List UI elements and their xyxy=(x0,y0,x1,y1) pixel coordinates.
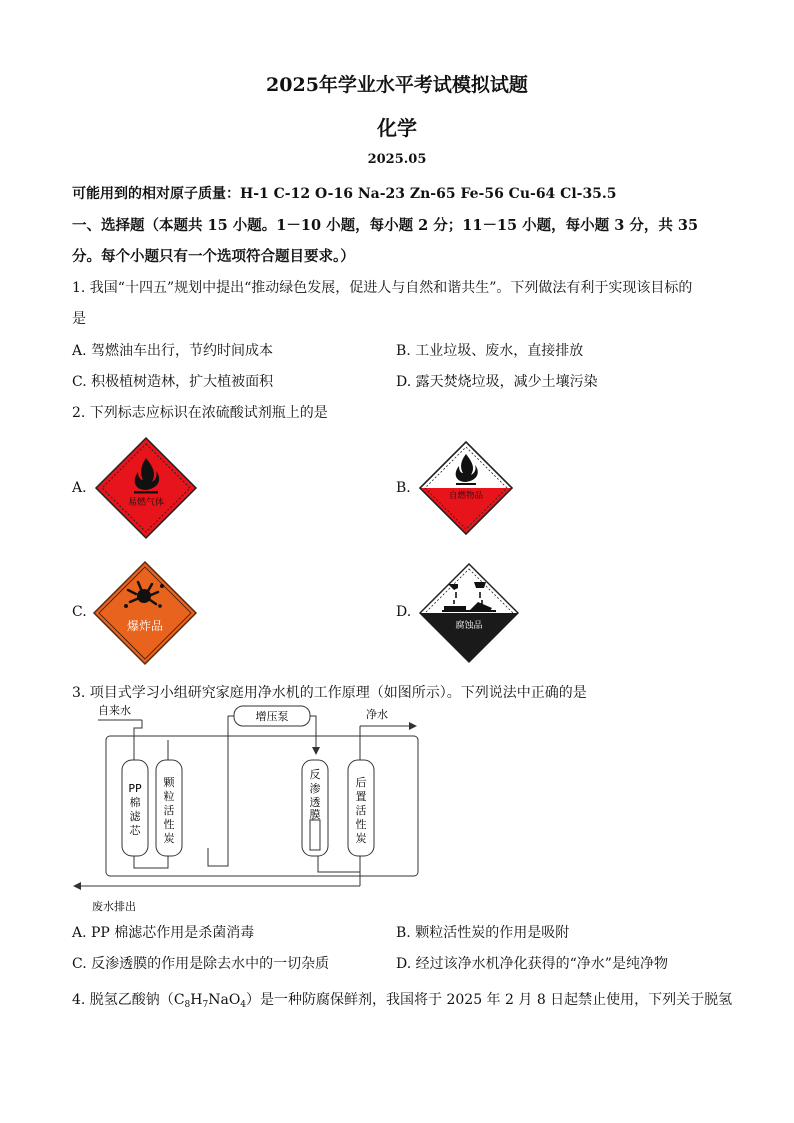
q1-stem-line2: 是 xyxy=(72,311,86,327)
pp-label-3: 滤 xyxy=(129,810,141,823)
sign-d-label: 腐蚀品 xyxy=(455,621,483,631)
q4-stem-post: ）是一种防腐保鲜剂，我国将于 2025 年 2 月 8 日起禁止使用，下列关于脱氢 xyxy=(246,992,733,1008)
q2-option-b-letter: B. xyxy=(396,480,411,496)
post-label-4: 性 xyxy=(355,818,367,831)
exam-date: 2025.05 xyxy=(367,152,427,167)
gac-label-1: 颗 xyxy=(163,776,175,789)
spontaneous-combustion-sign xyxy=(418,440,514,536)
section-heading-line1: 一、选择题（本题共 15 小题。1－10 小题，每小题 2 分；11－15 小题，每小题 3 分，共 35 xyxy=(72,217,699,234)
ro-label-4: 膜 xyxy=(309,808,321,821)
q3-stem: 3. 项目式学习小组研究家庭用净水机的工作原理（如图所示）。下列说法中正确的是 xyxy=(72,685,587,701)
q4-stem xyxy=(72,989,732,1010)
waste-label: 废水排出 xyxy=(92,900,136,913)
q1-option-a: A. 驾燃油车出行，节约时间成本 xyxy=(72,343,274,359)
exam-title: 2025年学业水平考试模拟试题 xyxy=(266,74,528,96)
gac-label-2: 粒 xyxy=(163,790,175,803)
outlet-label: 净水 xyxy=(366,708,388,721)
pp-label-1: PP xyxy=(128,782,142,795)
q1-stem-line1: 1. 我国“十四五”规划中提出“推动绿色发展，促进人与自然和谐共生”。下列做法有利于实现该目标的 xyxy=(72,280,693,296)
q2-option-c-letter: C. xyxy=(72,604,87,620)
q4-stem-pre: 4. 脱氢乙酸钠（ xyxy=(72,992,174,1008)
ro-label-3: 透 xyxy=(309,796,321,809)
ro-label-1: 反 xyxy=(309,768,321,781)
q3-option-d: D. 经过该净水机净化获得的“净水”是纯净物 xyxy=(396,956,668,972)
sign-a-label: 易燃气体 xyxy=(127,498,165,508)
q1-option-c: C. 积极植树造林，扩大植被面积 xyxy=(72,374,274,390)
gac-label-4: 性 xyxy=(163,818,175,831)
subject-title: 化学 xyxy=(377,116,417,140)
section-heading-line2: 分。每个小题只有一个选项符合题目要求。） xyxy=(72,248,355,265)
q3-option-b: B. 颗粒活性炭的作用是吸附 xyxy=(396,925,570,941)
inlet-label: 自来水 xyxy=(98,704,131,717)
corrosive-sign xyxy=(418,562,520,664)
q3-option-a: A. PP 棉滤芯作用是杀菌消毒 xyxy=(72,925,255,941)
post-label-1: 后 xyxy=(355,776,367,789)
gac-label-3: 活 xyxy=(163,804,175,817)
post-label-5: 炭 xyxy=(355,832,367,845)
sign-c-label: 爆炸品 xyxy=(126,619,164,633)
q1-option-d: D. 露天焚烧垃圾，减少土壤污染 xyxy=(396,374,598,390)
post-label-3: 活 xyxy=(355,804,367,817)
q4-formula: $C_8H_7NaO_4$ xyxy=(173,992,247,1010)
post-label-2: 置 xyxy=(355,790,367,803)
pump-label: 增压泵 xyxy=(255,710,289,723)
q2-option-d-letter: D. xyxy=(396,604,412,620)
q2-stem: 2. 下列标志应标识在浓硫酸试剂瓶上的是 xyxy=(72,405,328,421)
pp-label-2: 棉 xyxy=(129,796,141,809)
atomic-mass-line: 可能用到的相对原子质量：H-1 C-12 O-16 Na-23 Zn-65 Fe-56 Cu-64 Cl-35.5 xyxy=(72,186,617,202)
ro-label-2: 渗 xyxy=(309,782,321,795)
sign-b-label: 自燃物品 xyxy=(448,491,484,501)
explosive-sign xyxy=(92,560,198,666)
pp-label-4: 芯 xyxy=(129,824,141,837)
water-purifier-diagram xyxy=(60,700,500,922)
q2-option-a-letter: A. xyxy=(72,480,87,496)
gac-label-5: 炭 xyxy=(163,832,175,845)
q1-option-b: B. 工业垃圾、废水，直接排放 xyxy=(396,343,584,359)
sign-c-diamond xyxy=(94,562,196,664)
q3-option-c: C. 反渗透膜的作用是除去水中的一切杂质 xyxy=(72,956,330,972)
flammable-gas-sign xyxy=(94,436,198,540)
